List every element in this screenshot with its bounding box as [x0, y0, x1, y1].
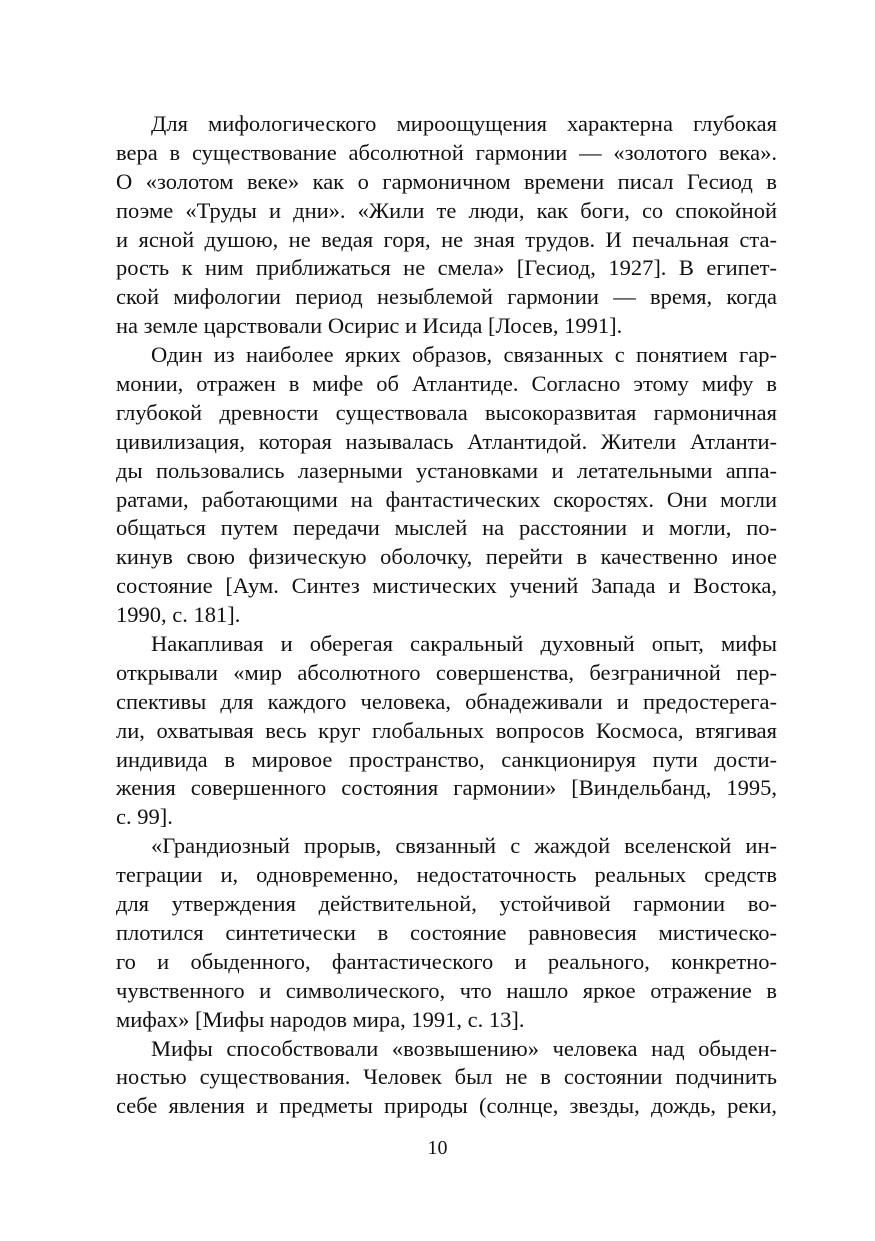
paragraph-grand-breakthrough — [116, 832, 777, 1034]
paragraph-sacred-experience — [116, 630, 777, 832]
text-line: индивида в мировое пространство, санкционируя пути дости- — [116, 746, 777, 772]
text-line: на земле царствовали Осирис и Исида [Лосев, 1991]. — [116, 313, 623, 339]
page-number: 10 — [427, 1137, 448, 1159]
text-line: цивилизация, которая называлась Атлантидой. Жители Атланти- — [116, 428, 777, 454]
text-line: с. 99]. — [116, 804, 173, 830]
text-line: жения совершенного состояния гармонии» [Виндельбанд, 1995, — [116, 775, 777, 801]
text-line: ды пользовались лазерными установками и летательными аппа- — [116, 457, 777, 483]
text-line: 1990, с. 181]. — [116, 602, 241, 628]
text-line: спективы для каждого человека, обнадеживали и предостерега- — [116, 688, 777, 714]
text-line: Мифы способствовали «возвышению» человека над обыден- — [151, 1035, 777, 1061]
text-line: мифах» [Мифы народов мира, 1991, с. 13]. — [116, 1006, 525, 1032]
text-line: теграции и, одновременно, недостаточность реальных средств — [116, 862, 777, 888]
text-line: плотился синтетически в состояние равновесия мистическо- — [116, 919, 777, 945]
text-line: себе явления и предметы природы (солнце, звезды, дождь, реки, — [116, 1093, 777, 1119]
text-line: монии, отражен в мифе об Атлантиде. Согласно этому мифу в — [116, 371, 777, 397]
text-line: для утверждения действительной, устойчивой гармонии во- — [116, 891, 777, 917]
paragraph-golden-age — [116, 110, 777, 341]
text-line: вера в существование абсолютной гармонии — «золотого века». — [116, 139, 777, 165]
body-text — [116, 110, 777, 1121]
text-line: и ясной душою, не ведая горя, не зная трудов. И печальная ста- — [116, 226, 777, 252]
text-line: поэме «Труды и дни». «Жили те люди, как боги, со спокойной — [116, 197, 777, 223]
text-line: Один из наиболее ярких образов, связанных с понятием гар- — [151, 342, 777, 368]
text-line: открывали «мир абсолютного совершенства, безграничной пер- — [116, 659, 777, 685]
text-line: го и обыденного, фантастического и реального, конкретно- — [116, 948, 777, 974]
text-line: Для мифологического мироощущения характерна глубокая — [151, 111, 777, 136]
text-line: ратами, работающими на фантастических скоростях. Они могли — [116, 486, 777, 512]
text-line: кинув свою физическую оболочку, перейти в качественно иное — [116, 544, 777, 570]
text-line: глубокой древности существовала высокоразвитая гармоничная — [116, 399, 777, 425]
text-line: ностью существования. Человек был не в состоянии подчинить — [116, 1064, 777, 1090]
paragraph-myths-elevation — [116, 1035, 777, 1122]
paragraph-atlantis — [116, 341, 777, 630]
text-line: состояние [Аум. Синтез мистических учений Запада и Востока, — [116, 573, 777, 599]
text-line: Накапливая и оберегая сакральный духовный опыт, мифы — [151, 631, 777, 657]
text-line: О «золотом веке» как о гармоничном времени писал Гесиод в — [116, 168, 777, 194]
text-line: рость к ним приближаться не смела» [Гесиод, 1927]. В египет- — [116, 255, 777, 281]
text-line: чувственного и символического, что нашло яркое отражение в — [116, 977, 777, 1003]
text-line: «Грандиозный прорыв, связанный с жаждой вселенской ин- — [151, 833, 777, 859]
text-line: ли, охватывая весь круг глобальных вопросов Космоса, втягивая — [116, 717, 777, 743]
text-line: общаться путем передачи мыслей на расстоянии и могли, по- — [116, 515, 777, 541]
text-line: ской мифологии период незыблемой гармонии — время, когда — [116, 284, 777, 310]
